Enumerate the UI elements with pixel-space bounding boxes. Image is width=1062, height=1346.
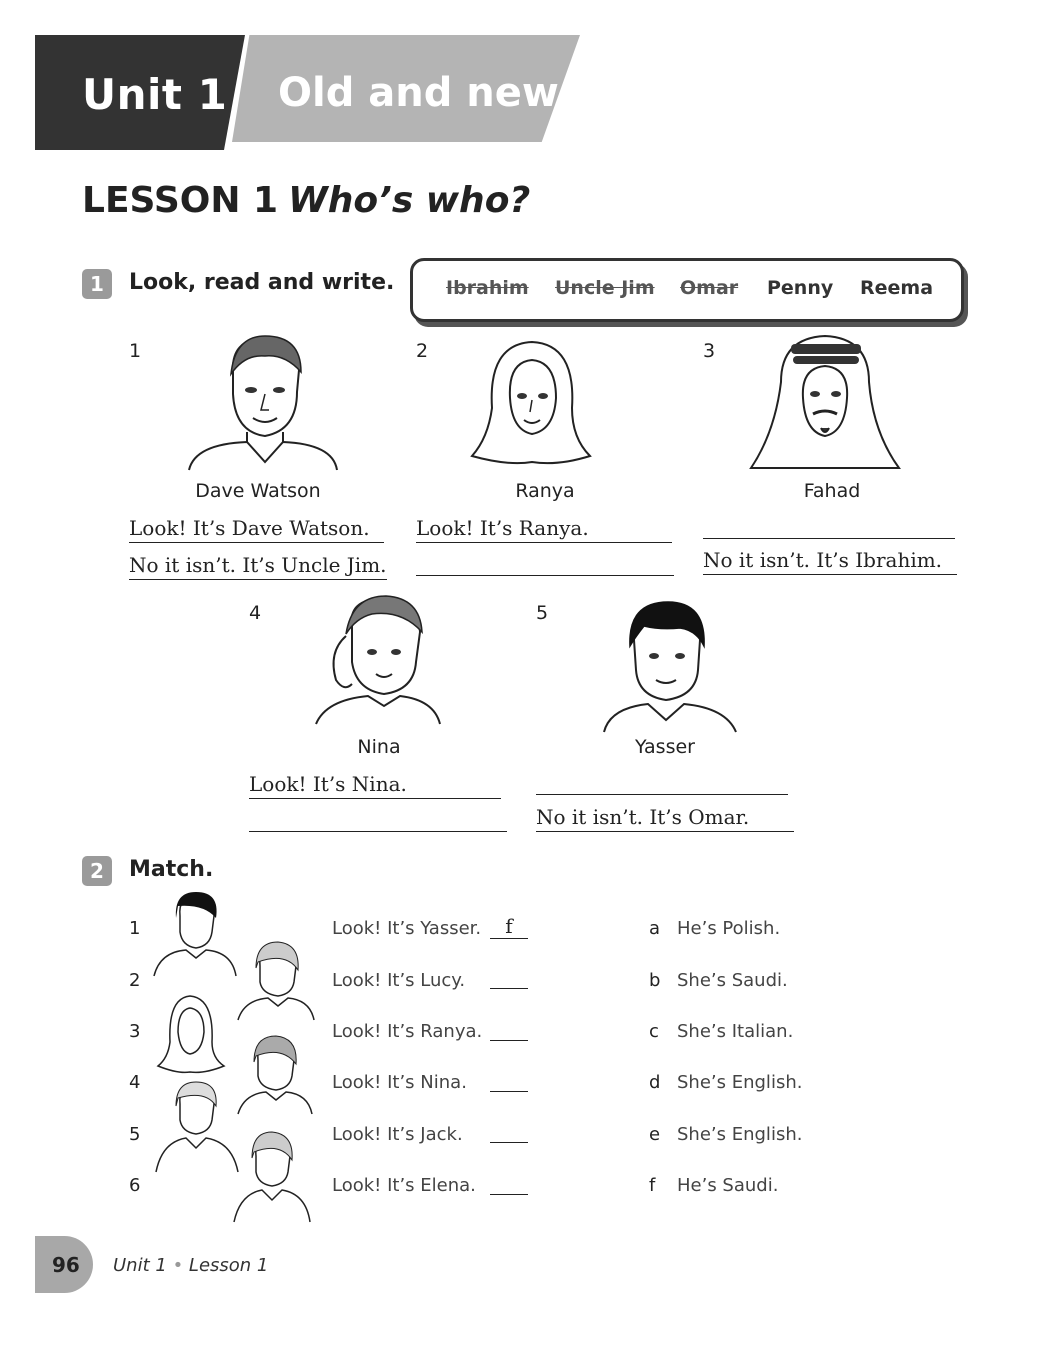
match-person-jack-illustration [156, 1082, 238, 1172]
person-1-answer-line-2[interactable]: No it isn’t. It’s Uncle Jim. [129, 551, 387, 580]
match-item-4-answer[interactable] [490, 1069, 528, 1092]
person-2-illustration [468, 338, 596, 466]
person-3-answer-line-1[interactable] [703, 510, 955, 539]
match-option-e-text: She’s English. [677, 1124, 803, 1145]
match-option-f-letter: f [649, 1175, 656, 1196]
match-person-ranya-illustration [158, 996, 224, 1072]
footer-separator: • [172, 1255, 184, 1276]
match-item-2-sentence: Look! It’s Lucy. [332, 970, 466, 991]
match-item-5-sentence: Look! It’s Jack. [332, 1124, 463, 1145]
word-box-item-omar: Omar [680, 277, 739, 299]
match-option-b-letter: b [649, 970, 661, 991]
person-4-illustration [312, 592, 442, 724]
exercise-2-number: 2 [82, 856, 112, 886]
match-item-6-sentence: Look! It’s Elena. [332, 1175, 476, 1196]
word-box-item-uncle-jim: Uncle Jim [555, 277, 655, 299]
match-item-2-number: 2 [129, 970, 141, 991]
match-item-6-number: 6 [129, 1175, 141, 1196]
person-3-number: 3 [703, 340, 716, 362]
person-4-answer-line-2[interactable] [249, 803, 507, 832]
person-1-name: Dave Watson [195, 480, 321, 502]
word-box-item-reema: Reema [860, 277, 934, 299]
word-box-item-ibrahim: Ibrahim [446, 277, 529, 299]
match-item-6-answer[interactable] [490, 1172, 528, 1195]
footer-label [113, 1255, 268, 1276]
match-option-c-text: She’s Italian. [677, 1021, 794, 1042]
person-5-illustration [600, 600, 740, 732]
match-item-4-number: 4 [129, 1072, 141, 1093]
match-option-d-text: She’s English. [677, 1072, 803, 1093]
person-2-answer-line-1[interactable]: Look! It’s Ranya. [416, 514, 672, 543]
match-option-f-text: He’s Saudi. [677, 1175, 779, 1196]
person-4-number: 4 [249, 602, 262, 624]
person-5-name: Yasser [635, 736, 695, 758]
unit-title: Old and new [278, 70, 559, 116]
match-person-yasser-illustration [154, 892, 236, 976]
person-3-answer-line-2[interactable]: No it isn’t. It’s Ibrahim. [703, 546, 957, 575]
match-person-lucy-illustration [238, 942, 314, 1020]
match-option-e-letter: e [649, 1124, 661, 1145]
person-4-name: Nina [357, 736, 401, 758]
word-box [410, 258, 964, 322]
page-number: 96 [52, 1253, 80, 1277]
match-item-4-sentence: Look! It’s Nina. [332, 1072, 467, 1093]
match-item-1-sentence: Look! It’s Yasser. [332, 918, 482, 939]
exercise-1-instruction: Look, read and write. [129, 270, 395, 295]
match-option-b-text: She’s Saudi. [677, 970, 788, 991]
person-5-answer-line-1[interactable] [536, 766, 788, 795]
match-illustrations [150, 892, 320, 1226]
word-box-item-penny: Penny [767, 277, 834, 299]
exercise-2-instruction: Match. [129, 857, 214, 882]
match-item-3-sentence: Look! It’s Ranya. [332, 1021, 483, 1042]
lesson-subtitle: Who’s who? [288, 180, 531, 221]
lesson-title [82, 180, 530, 221]
lesson-label: LESSON 1 [82, 180, 279, 221]
match-option-a-letter: a [649, 918, 661, 939]
footer-unit: Unit 1 [113, 1255, 167, 1276]
match-option-c-letter: c [649, 1021, 659, 1042]
match-item-5-number: 5 [129, 1124, 141, 1145]
match-option-d-letter: d [649, 1072, 661, 1093]
exercise-1-number: 1 [82, 269, 112, 299]
person-2-answer-line-2[interactable] [416, 547, 674, 576]
person-2-number: 2 [416, 340, 429, 362]
match-option-a-text: He’s Polish. [677, 918, 781, 939]
person-1-illustration [185, 332, 340, 470]
person-1-number: 1 [129, 340, 142, 362]
person-2-name: Ranya [515, 480, 575, 502]
match-item-1-number: 1 [129, 918, 141, 939]
person-4-answer-line-1[interactable]: Look! It’s Nina. [249, 770, 501, 799]
person-3-illustration [745, 332, 905, 470]
person-5-number: 5 [536, 602, 549, 624]
match-item-3-answer[interactable] [490, 1018, 528, 1041]
match-person-nina-illustration [238, 1036, 312, 1114]
match-item-1-answer[interactable]: f [490, 916, 528, 939]
person-5-answer-line-2[interactable]: No it isn’t. It’s Omar. [536, 803, 794, 832]
person-3-name: Fahad [803, 480, 861, 502]
unit-label: Unit 1 [82, 70, 228, 119]
match-person-elena-illustration [234, 1132, 310, 1222]
match-item-3-number: 3 [129, 1021, 141, 1042]
match-item-2-answer[interactable] [490, 966, 528, 989]
footer-lesson: Lesson 1 [188, 1255, 269, 1276]
match-item-5-answer[interactable] [490, 1120, 528, 1143]
person-1-answer-line-1[interactable]: Look! It’s Dave Watson. [129, 514, 384, 543]
